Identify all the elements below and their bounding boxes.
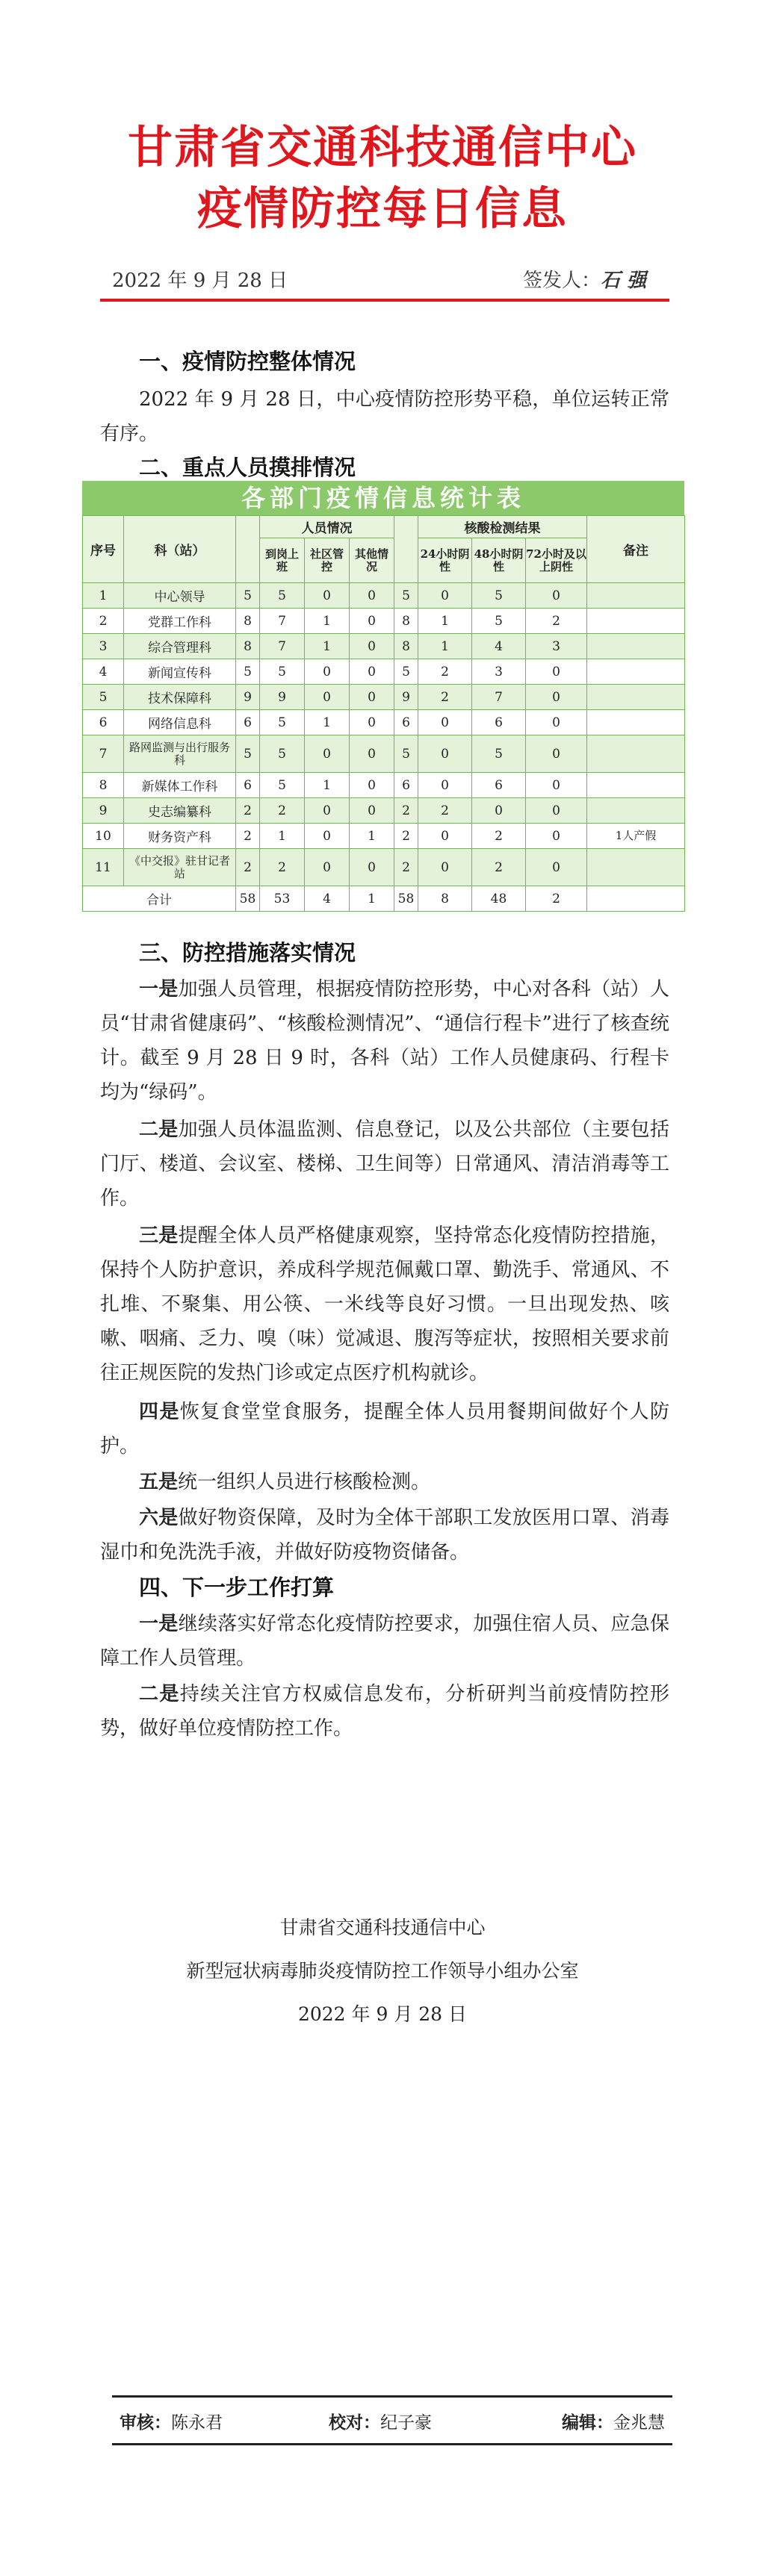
- plan-1-lead: 一是: [139, 1613, 179, 1635]
- cell-dept: 综合管理科: [124, 634, 236, 659]
- cell-e: 2: [394, 798, 418, 824]
- cell-a: 2: [236, 849, 260, 886]
- cell-f: 0: [418, 735, 472, 773]
- header-24h: 24小时阴性: [418, 538, 472, 583]
- cell-dept: 新闻宣传科: [124, 659, 236, 685]
- cell-h: 0: [526, 735, 587, 773]
- cell-remark: [587, 609, 685, 634]
- cell-remark: [587, 659, 685, 685]
- cell-e: 2: [394, 824, 418, 849]
- section4-heading: 四、下一步工作打算: [139, 1575, 335, 1600]
- table-row: [83, 583, 685, 609]
- cell-total-c: 4: [305, 886, 350, 912]
- cell-c: 1: [305, 710, 350, 735]
- cell-h: 3: [526, 634, 587, 659]
- cell-remark: [587, 798, 685, 824]
- cell-e: 5: [394, 659, 418, 685]
- cell-f: 0: [418, 710, 472, 735]
- cell-seq: 5: [83, 685, 124, 710]
- cell-h: 0: [526, 773, 587, 798]
- proof-name: 纪子豪: [380, 2413, 432, 2433]
- header-personnel: 人员情况: [260, 516, 394, 538]
- signer: [523, 265, 646, 293]
- title-line2: 疫情防控每日信息: [197, 183, 568, 235]
- cell-e: 8: [394, 634, 418, 659]
- cell-c: 0: [305, 583, 350, 609]
- cell-h: 0: [526, 798, 587, 824]
- cell-g: 2: [472, 824, 526, 849]
- cell-f: 1: [418, 634, 472, 659]
- cell-h: 0: [526, 849, 587, 886]
- cell-a: 5: [236, 583, 260, 609]
- measure-1-text: 加强人员管理，根据疫情防控形势，中心对各科（站）人员“甘肃省健康码”、“核酸检测情况”、“通信行程卡”进行了核查统计。截至 9 月 28 日 9 时，各科（站）工作人员健康码、行程卡均为“绿码”。: [100, 978, 669, 1104]
- plan-2-text: 持续关注官方权威信息发布，分析研判当前疫情防控形势，做好单位疫情防控工作。: [100, 1683, 669, 1740]
- cell-c: 0: [305, 735, 350, 773]
- cell-f: 1: [418, 609, 472, 634]
- cell-dept: 中心领导: [124, 583, 236, 609]
- cell-h: 0: [526, 685, 587, 710]
- cell-remark: [587, 634, 685, 659]
- cell-c: 0: [305, 798, 350, 824]
- cell-total-e: 58: [394, 886, 418, 912]
- cell-seq: 3: [83, 634, 124, 659]
- cell-seq: 9: [83, 798, 124, 824]
- issue-date: 2022 年 9 月 28 日: [112, 270, 288, 292]
- cell-e: 9: [394, 685, 418, 710]
- cell-remark: [587, 583, 685, 609]
- measure-6-lead: 六是: [139, 1507, 179, 1529]
- cell-dept: 史志编纂科: [124, 798, 236, 824]
- cell-a: 6: [236, 710, 260, 735]
- signoff-proof: [329, 2409, 432, 2433]
- cell-b: 5: [260, 583, 305, 609]
- cell-dept: 网络信息科: [124, 710, 236, 735]
- measure-2-lead: 二是: [139, 1119, 179, 1141]
- measure-6-text: 做好物资保障，及时为全体干部职工发放医用口罩、消毒湿巾和免洗洗手液，并做好防疫物资储备。: [100, 1507, 669, 1564]
- signoff-bottom-rule: [112, 2443, 672, 2445]
- cell-c: 0: [305, 824, 350, 849]
- cell-b: 7: [260, 609, 305, 634]
- measure-4-lead: 四是: [139, 1401, 180, 1423]
- stats-table: [82, 481, 684, 912]
- measure-2: [100, 1113, 669, 1216]
- cell-dept: 技术保障科: [124, 685, 236, 710]
- cell-g: 5: [472, 735, 526, 773]
- cell-b: 2: [260, 849, 305, 886]
- cell-b: 5: [260, 735, 305, 773]
- cell-c: 1: [305, 773, 350, 798]
- cell-a: 2: [236, 798, 260, 824]
- cell-b: 5: [260, 773, 305, 798]
- cell-g: 5: [472, 609, 526, 634]
- section1-heading: 一、疫情防控整体情况: [139, 349, 356, 374]
- signoff-top-rule: [112, 2395, 672, 2398]
- header-72h: 72小时及以上阴性: [526, 538, 587, 583]
- measure-3-text: 提醒全体人员严格健康观察，坚持常态化疫情防控措施，保持个人防护意识，养成科学规范佩戴口罩、勤洗手、常通风、不扎堆、不聚集、用公筷、一米线等良好习惯。一旦出现发热、咳嗽、咽痛、乏力、嗅（味）觉减退、腹泻等症状，按照相关要求前往正规医院的发热门诊或定点医疗机构就诊。: [100, 1225, 669, 1384]
- header-remark: 备注: [587, 516, 685, 583]
- cell-e: 8: [394, 609, 418, 634]
- cell-d: 0: [350, 659, 394, 685]
- table-row: [83, 798, 685, 824]
- section2-heading: 二、重点人员摸排情况: [139, 455, 356, 480]
- cell-d: 0: [350, 735, 394, 773]
- cell-seq: 6: [83, 710, 124, 735]
- cell-a: 8: [236, 609, 260, 634]
- plan-1-text: 继续落实好常态化疫情防控要求，加强住宿人员、应急保障工作人员管理。: [100, 1613, 669, 1670]
- header-onduty: 到岗上班: [260, 538, 305, 583]
- table-row: [83, 773, 685, 798]
- table-row: [83, 849, 685, 886]
- cell-remark: [587, 773, 685, 798]
- cell-seq: 2: [83, 609, 124, 634]
- cell-remark: [587, 849, 685, 886]
- cell-total-a: 58: [236, 886, 260, 912]
- header-seq: 序号: [83, 516, 124, 583]
- footer-date: 2022 年 9 月 28 日: [297, 2003, 468, 2025]
- header-dept: 科（站）: [124, 516, 236, 583]
- signer-name: 石 强: [601, 270, 647, 292]
- cell-total-d: 1: [350, 886, 394, 912]
- cell-f: 0: [418, 824, 472, 849]
- cell-dept: 新媒体工作科: [124, 773, 236, 798]
- cell-g: 3: [472, 659, 526, 685]
- cell-d: 0: [350, 773, 394, 798]
- header-community: 社区管控: [305, 538, 350, 583]
- measure-4-text: 恢复食堂堂食服务，提醒全体人员用餐期间做好个人防护。: [100, 1401, 669, 1457]
- cell-h: 0: [526, 583, 587, 609]
- cell-b: 5: [260, 710, 305, 735]
- cell-remark: [587, 710, 685, 735]
- section3-heading: 三、防控措施落实情况: [139, 940, 356, 965]
- cell-b: 7: [260, 634, 305, 659]
- cell-b: 1: [260, 824, 305, 849]
- cell-seq: 7: [83, 735, 124, 773]
- cell-dept: 财务资产科: [124, 824, 236, 849]
- table-row: [83, 659, 685, 685]
- cell-a: 2: [236, 824, 260, 849]
- cell-seq: 4: [83, 659, 124, 685]
- edit-label: 编辑：: [562, 2413, 613, 2433]
- cell-f: 2: [418, 685, 472, 710]
- cell-h: 2: [526, 609, 587, 634]
- cell-e: 5: [394, 735, 418, 773]
- plan-2: [100, 1677, 669, 1746]
- table-total-row: [83, 886, 685, 912]
- cell-total-f: 8: [418, 886, 472, 912]
- edit-name: 金兆慧: [613, 2413, 665, 2433]
- table-row: [83, 710, 685, 735]
- cell-f: 0: [418, 773, 472, 798]
- table-title: 各部门疫情信息统计表: [82, 481, 684, 515]
- stats-grid: [82, 515, 685, 912]
- cell-seq: 8: [83, 773, 124, 798]
- cell-dept: 路网监测与出行服务科: [124, 735, 236, 773]
- cell-remark: [587, 685, 685, 710]
- measure-1: [100, 972, 669, 1110]
- cell-seq: 10: [83, 824, 124, 849]
- cell-e: 6: [394, 773, 418, 798]
- table-row: [83, 824, 685, 849]
- cell-remark: 1人产假: [587, 824, 685, 849]
- cell-seq: 1: [83, 583, 124, 609]
- cell-d: 0: [350, 710, 394, 735]
- cell-e: 6: [394, 710, 418, 735]
- title-line1: 甘肃省交通科技通信中心: [128, 122, 637, 174]
- cell-c: 0: [305, 849, 350, 886]
- cell-c: 0: [305, 659, 350, 685]
- cell-b: 2: [260, 798, 305, 824]
- plan-2-lead: 二是: [139, 1683, 180, 1705]
- cell-remark: [587, 735, 685, 773]
- header-red-rule: [100, 299, 669, 302]
- cell-d: 0: [350, 685, 394, 710]
- cell-a: 5: [236, 659, 260, 685]
- cell-d: 0: [350, 583, 394, 609]
- review-name: 陈永君: [171, 2413, 223, 2433]
- cell-h: 0: [526, 659, 587, 685]
- cell-c: 1: [305, 634, 350, 659]
- cell-total-g: 48: [472, 886, 526, 912]
- cell-seq: 11: [83, 849, 124, 886]
- cell-total-label: 合计: [83, 886, 236, 912]
- table-row: [83, 634, 685, 659]
- signoff-edit: [562, 2409, 665, 2433]
- cell-total-b: 53: [260, 886, 305, 912]
- cell-c: 0: [305, 685, 350, 710]
- cell-a: 6: [236, 773, 260, 798]
- cell-total-h: 2: [526, 886, 587, 912]
- review-label: 审核：: [120, 2413, 171, 2433]
- table-row: [83, 609, 685, 634]
- measure-5-text: 统一组织人员进行核酸检测。: [178, 1471, 431, 1493]
- cell-f: 0: [418, 849, 472, 886]
- cell-g: 2: [472, 849, 526, 886]
- footer-org1: 甘肃省交通科技通信中心: [279, 1917, 486, 1938]
- cell-g: 6: [472, 773, 526, 798]
- cell-dept: 党群工作科: [124, 609, 236, 634]
- measure-6: [100, 1501, 669, 1569]
- measure-2-text: 加强人员体温监测、信息登记，以及公共部位（主要包括门厅、楼道、会议室、楼梯、卫生间等）日常通风、清洁消毒等工作。: [100, 1119, 669, 1210]
- cell-f: 2: [418, 798, 472, 824]
- cell-b: 5: [260, 659, 305, 685]
- table-row: [83, 735, 685, 773]
- cell-e: 2: [394, 849, 418, 886]
- header-nucleic: 核酸检测结果: [418, 516, 587, 538]
- cell-a: 8: [236, 634, 260, 659]
- signoff-review: [120, 2409, 223, 2433]
- section1-body: 2022 年 9 月 28 日，中心疫情防控形势平稳，单位运转正常有序。: [100, 388, 669, 445]
- cell-g: 4: [472, 634, 526, 659]
- header-48h: 48小时阴性: [472, 538, 526, 583]
- footer-org2: 新型冠状病毒肺炎疫情防控工作领导小组办公室: [186, 1960, 579, 1982]
- proof-label: 校对：: [329, 2413, 380, 2433]
- cell-b: 9: [260, 685, 305, 710]
- table-row: [83, 685, 685, 710]
- cell-d: 1: [350, 824, 394, 849]
- cell-h: 0: [526, 824, 587, 849]
- cell-c: 1: [305, 609, 350, 634]
- measure-5: [100, 1465, 669, 1499]
- header-other: 其他情况: [350, 538, 394, 583]
- cell-f: 0: [418, 583, 472, 609]
- plan-1: [100, 1607, 669, 1676]
- cell-e: 5: [394, 583, 418, 609]
- cell-f: 2: [418, 659, 472, 685]
- measure-5-lead: 五是: [139, 1471, 179, 1493]
- signer-label: 签发人：: [523, 270, 601, 292]
- cell-total-remark: [587, 886, 685, 912]
- measure-3-lead: 三是: [139, 1225, 179, 1247]
- cell-d: 0: [350, 609, 394, 634]
- cell-d: 0: [350, 798, 394, 824]
- cell-g: 6: [472, 710, 526, 735]
- cell-g: 0: [472, 798, 526, 824]
- measure-4: [100, 1395, 669, 1463]
- cell-d: 0: [350, 634, 394, 659]
- cell-g: 7: [472, 685, 526, 710]
- cell-a: 9: [236, 685, 260, 710]
- cell-h: 0: [526, 710, 587, 735]
- cell-dept: 《中交报》驻甘记者站: [124, 849, 236, 886]
- cell-g: 5: [472, 583, 526, 609]
- cell-d: 0: [350, 849, 394, 886]
- measure-1-lead: 一是: [139, 978, 179, 1001]
- cell-a: 5: [236, 735, 260, 773]
- measure-3: [100, 1219, 669, 1390]
